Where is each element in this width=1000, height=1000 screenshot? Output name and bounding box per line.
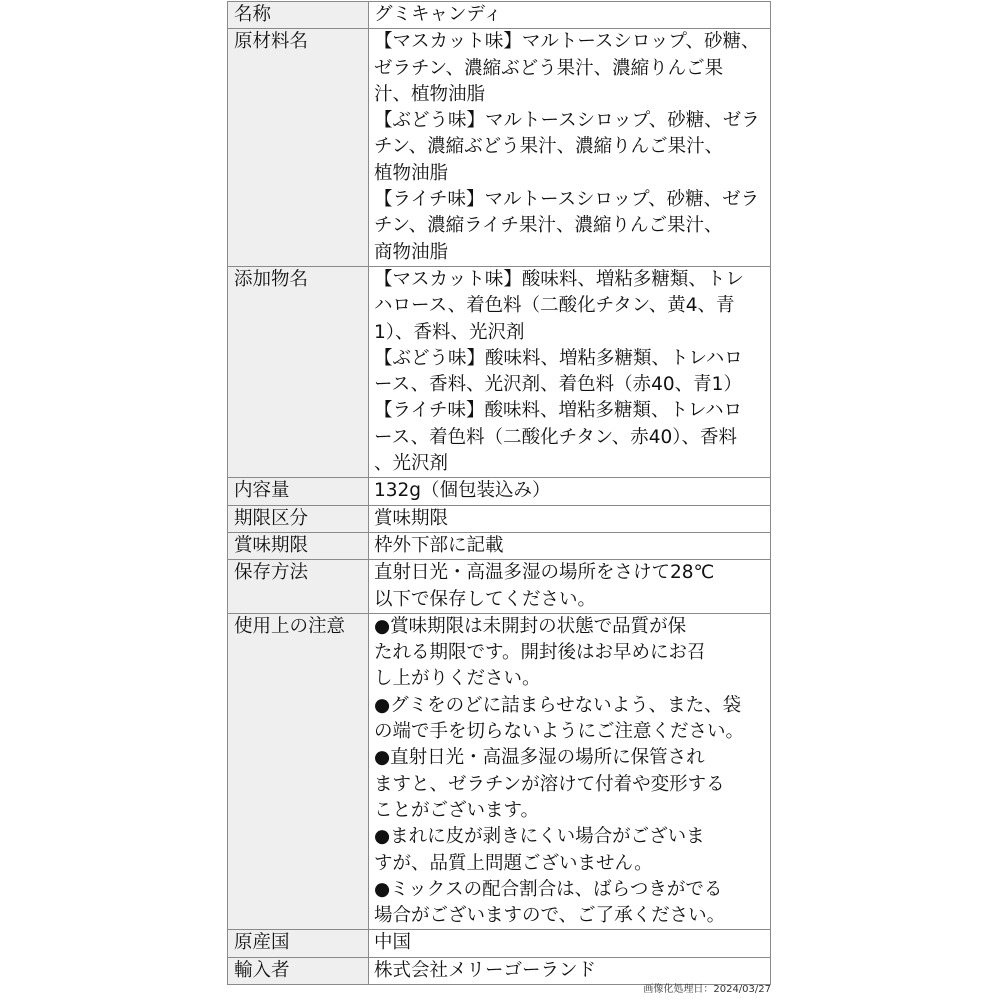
row-cautions <box>228 613 771 930</box>
row-label: 使用上の注意 <box>228 613 369 930</box>
row-value: 【マスカット味】酸味料、増粘多糖類、トレ ハロース、着色料（二酸化チタン、黄4、青 1）、香料、光沢剤 【ぶどう味】酸味料、増粘多糖類、トレハロ ース、香料、光沢剤、着色料（赤40、青1） 【ライチ味】酸味料、増粘多糖類、トレハロ ース、着色料（二酸化チタン、赤40）、香料 、光沢剤 <box>369 266 771 477</box>
row-value: ●賞味期限は未開封の状態で品質が保 たれる期限です。開封後はお早めにお召 し上がりください。 ●グミをのどに詰まらせないよう、また、袋 の端で手を切らないようにご注意ください。 ●直射日光・高温多湿の場所に保管され ますと、ゼラチンが溶けて付着や変形する ことがございます。 ●まれに皮が剥きにくい場合がございま すが、品質上問題ございません。 ●ミックスの配合割合は、ばらつきがでる 場合がございますので、ご了承ください。 <box>369 613 771 930</box>
row-value: グミキャンディ <box>369 2 771 29</box>
row-net-content <box>228 478 771 505</box>
row-label: 原材料名 <box>228 29 369 267</box>
row-best-before <box>228 532 771 559</box>
row-label: 期限区分 <box>228 505 369 532</box>
row-value: 賞味期限 <box>369 505 771 532</box>
row-label: 名称 <box>228 2 369 29</box>
row-value: 【マスカット味】マルトースシロップ、砂糖、 ゼラチン、濃縮ぶどう果汁、濃縮りんご果 汁、植物油脂 【ぶどう味】マルトースシロップ、砂糖、ゼラ チン、濃縮ぶどう果汁、濃縮りんご果汁、 植物油脂 【ライチ味】マルトースシロップ、砂糖、ゼラ チン、濃縮ライチ果汁、濃縮りんご果汁、 商物油脂 <box>369 29 771 267</box>
row-importer <box>228 957 771 984</box>
row-additives <box>228 266 771 477</box>
row-name <box>228 2 771 29</box>
row-label: 保存方法 <box>228 560 369 614</box>
row-value: 枠外下部に記載 <box>369 532 771 559</box>
row-date-type <box>228 505 771 532</box>
processing-date-note: 画像化処理日：2024/03/27 <box>643 984 771 995</box>
row-value: 直射日光・高温多湿の場所をさけて28℃ 以下で保存してください。 <box>369 560 771 614</box>
row-storage <box>228 560 771 614</box>
row-value: 中国 <box>369 930 771 957</box>
row-label: 輸入者 <box>228 957 369 984</box>
row-value: 株式会社メリーゴーランド <box>369 957 771 984</box>
row-ingredients <box>228 29 771 267</box>
row-origin <box>228 930 771 957</box>
row-value: 132g（個包装込み） <box>369 478 771 505</box>
product-label-table <box>227 1 771 985</box>
row-label: 添加物名 <box>228 266 369 477</box>
row-label: 賞味期限 <box>228 532 369 559</box>
row-label: 原産国 <box>228 930 369 957</box>
row-label: 内容量 <box>228 478 369 505</box>
